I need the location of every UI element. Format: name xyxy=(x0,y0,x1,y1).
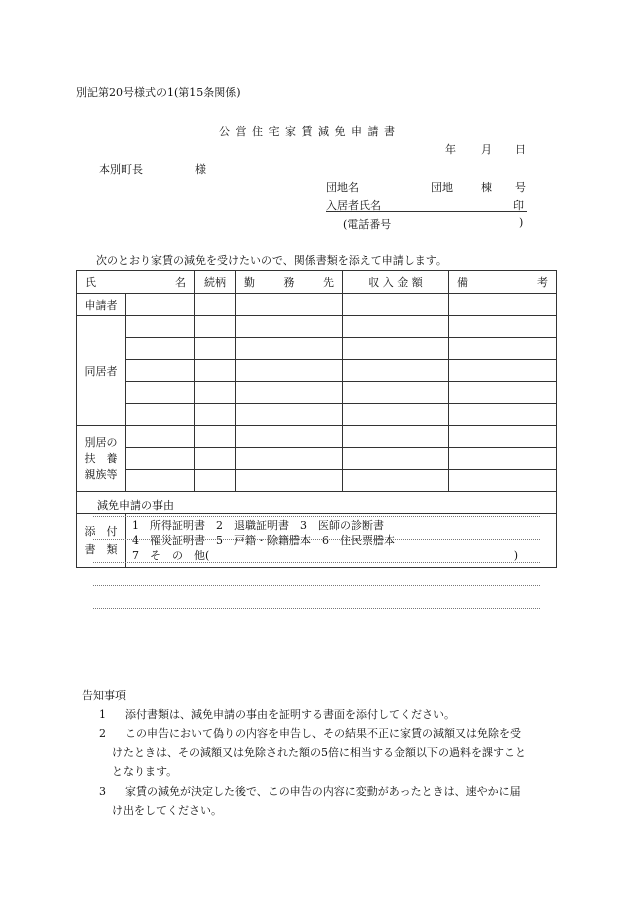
input-cell[interactable] xyxy=(195,316,236,338)
seal-mark: 印 xyxy=(513,199,524,212)
input-cell[interactable] xyxy=(343,360,449,382)
notice-number: 1 xyxy=(99,708,106,721)
input-cell[interactable] xyxy=(195,338,236,360)
input-cell[interactable] xyxy=(126,404,195,426)
input-cell[interactable] xyxy=(236,470,343,492)
input-cell[interactable] xyxy=(449,404,557,426)
input-cell[interactable] xyxy=(343,338,449,360)
input-cell[interactable] xyxy=(126,448,195,470)
input-cell[interactable] xyxy=(195,404,236,426)
notice-title: 告知事項 xyxy=(82,689,126,702)
header-income: 収 入 金 額 xyxy=(343,271,449,294)
input-cell[interactable] xyxy=(126,294,195,316)
resident-name-label: 入居者氏名 xyxy=(326,199,381,212)
attachments-label: 添 付 書 類 xyxy=(77,514,126,568)
input-cell[interactable] xyxy=(195,426,236,448)
reason-line xyxy=(93,585,540,586)
danchi-unit: 団地 xyxy=(431,181,453,194)
application-table xyxy=(76,270,557,568)
notice-text: 添付書類は、減免申請の事由を証明する書面を添付してください。 xyxy=(125,708,455,721)
reason-line xyxy=(93,539,540,540)
notice-text-cont: け出をしてください。 xyxy=(112,804,222,817)
phone-label: (電話番号 xyxy=(343,218,392,231)
input-cell[interactable] xyxy=(343,404,449,426)
table-row xyxy=(77,448,557,470)
input-cell[interactable] xyxy=(236,294,343,316)
row-label-applicant: 申請者 xyxy=(77,294,126,316)
input-cell[interactable] xyxy=(449,426,557,448)
input-cell[interactable] xyxy=(343,426,449,448)
input-cell[interactable] xyxy=(236,404,343,426)
number-unit: 号 xyxy=(515,181,526,194)
table-row xyxy=(77,316,557,338)
input-cell[interactable] xyxy=(126,360,195,382)
date-month-label: 月 xyxy=(481,143,492,156)
input-cell[interactable] xyxy=(126,470,195,492)
reason-line xyxy=(93,608,540,609)
input-cell[interactable] xyxy=(126,338,195,360)
notice-number: 2 xyxy=(99,727,106,740)
input-cell[interactable] xyxy=(126,382,195,404)
table-row xyxy=(77,470,557,492)
notice-item xyxy=(99,705,106,724)
table-row xyxy=(77,382,557,404)
input-cell[interactable] xyxy=(236,382,343,404)
input-cell[interactable] xyxy=(126,316,195,338)
table-row xyxy=(77,294,557,316)
input-cell[interactable] xyxy=(343,448,449,470)
table-row xyxy=(77,404,557,426)
form-title: 公 営 住 宅 家 賃 減 免 申 請 書 xyxy=(219,125,396,138)
attachment-line-other: 7 そ の 他( ) xyxy=(132,549,518,562)
input-cell[interactable] xyxy=(343,316,449,338)
input-cell[interactable] xyxy=(343,382,449,404)
building-unit: 棟 xyxy=(481,181,492,194)
date-year-label: 年 xyxy=(445,143,456,156)
input-cell[interactable] xyxy=(449,382,557,404)
resident-name-underline xyxy=(326,211,527,212)
header-remarks: 備 考 xyxy=(449,271,557,294)
input-cell[interactable] xyxy=(195,360,236,382)
input-cell[interactable] xyxy=(449,316,557,338)
date-day-label: 日 xyxy=(515,143,526,156)
input-cell[interactable] xyxy=(449,448,557,470)
notice-number: 3 xyxy=(99,785,106,798)
header-relation: 続柄 xyxy=(195,271,236,294)
phone-close: ) xyxy=(519,216,524,229)
input-cell[interactable] xyxy=(195,294,236,316)
input-cell[interactable] xyxy=(343,470,449,492)
input-cell[interactable] xyxy=(195,448,236,470)
attachments-row xyxy=(77,514,557,568)
notice-text-cont: となります。 xyxy=(112,765,178,778)
input-cell[interactable] xyxy=(449,338,557,360)
table-header-row xyxy=(77,271,557,294)
attachments-list xyxy=(126,514,557,568)
reason-box[interactable] xyxy=(77,492,557,514)
header-workplace: 勤 務 先 xyxy=(236,271,343,294)
input-cell[interactable] xyxy=(236,360,343,382)
input-cell[interactable] xyxy=(449,360,557,382)
reason-line xyxy=(93,562,540,563)
input-cell[interactable] xyxy=(449,470,557,492)
danchi-label: 団地名 xyxy=(326,181,359,194)
input-cell[interactable] xyxy=(126,426,195,448)
reason-row xyxy=(77,492,557,514)
attachment-line: 1 所得証明書 2 退職証明書 3 医師の診断書 xyxy=(132,519,384,532)
table-row xyxy=(77,360,557,382)
addressee-honorific: 様 xyxy=(195,163,206,176)
notice-text: 家賃の減免が決定した後で、この申告の内容に変動があったときは、速やかに届 xyxy=(125,785,521,798)
notice-text: この申告において偽りの内容を申告し、その結果不正に家賃の減額又は免除を受 xyxy=(125,727,521,740)
reason-line xyxy=(93,516,540,517)
row-label-dependents: 別居の 扶 養 親族等 xyxy=(77,426,126,492)
table-row xyxy=(77,426,557,448)
input-cell[interactable] xyxy=(343,294,449,316)
addressee-name: 本別町長 xyxy=(99,163,143,176)
attachment-line: 4 罹災証明書 5 戸籍・除籍謄本 6 住民票謄本 xyxy=(132,534,395,547)
header-name: 氏 名 xyxy=(77,271,195,294)
input-cell[interactable] xyxy=(195,382,236,404)
input-cell[interactable] xyxy=(195,470,236,492)
input-cell[interactable] xyxy=(236,338,343,360)
input-cell[interactable] xyxy=(236,426,343,448)
row-label-household: 同居者 xyxy=(77,316,126,426)
reason-label: 減免申請の事由 xyxy=(97,499,174,512)
form-reference: 別記第20号様式の1(第15条関係) xyxy=(76,86,241,99)
table-row xyxy=(77,338,557,360)
input-cell[interactable] xyxy=(236,316,343,338)
input-cell[interactable] xyxy=(236,448,343,470)
notice-text-cont: けたときは、その減額又は免除された額の5倍に相当する金額以下の過料を課すこと xyxy=(112,746,526,759)
input-cell[interactable] xyxy=(449,294,557,316)
intro-text: 次のとおり家賃の減免を受けたいので、関係書類を添えて申請します。 xyxy=(96,254,447,267)
